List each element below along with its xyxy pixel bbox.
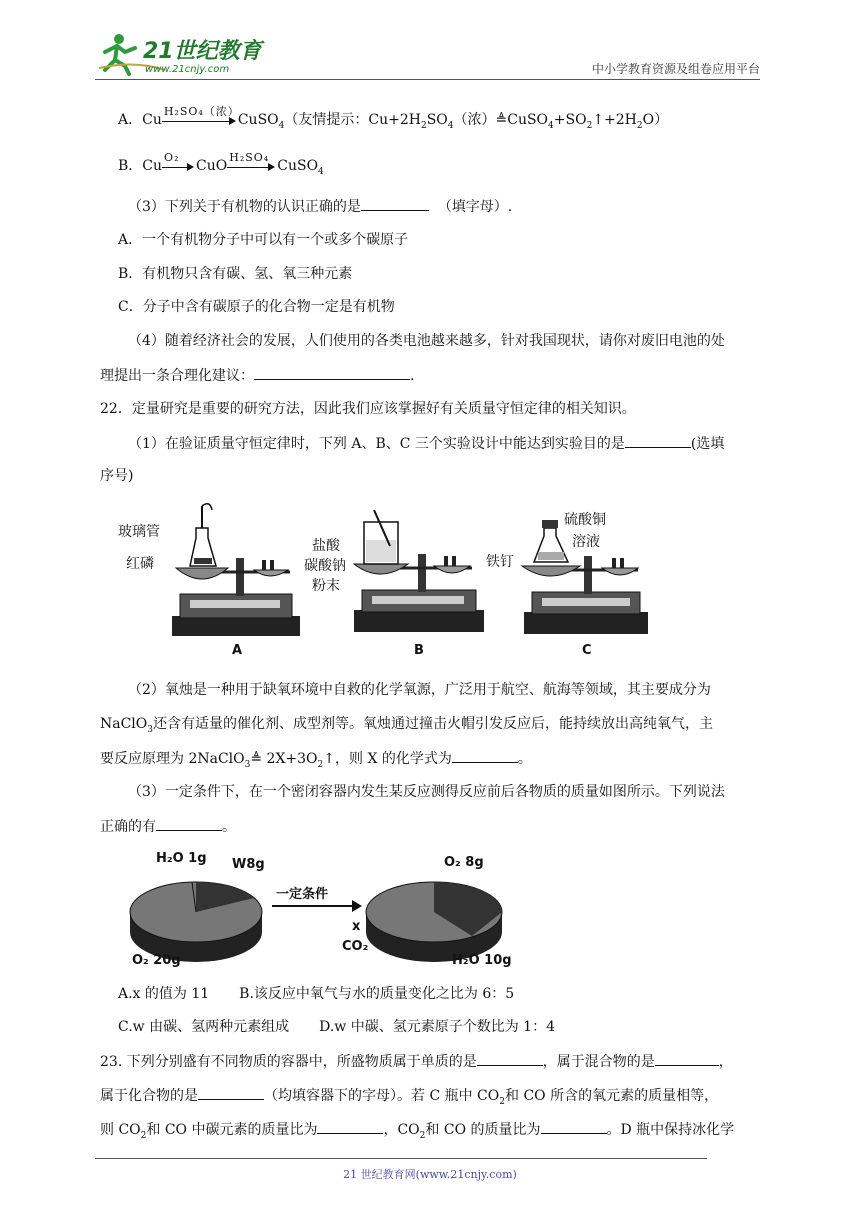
q23-line1: 23. 下列分别盛有不同物质的容器中，所盛物质属于单质的是 ，属于混合物的是 ， [100,1051,733,1072]
svg-text:www.21cnjy.com: www.21cnjy.com [145,64,230,75]
svg-text:粉末: 粉末 [312,578,340,594]
svg-text:O₂ 8g: O₂ 8g [444,855,484,870]
q3-option-c: C．分子中含有碳原子的化合物一定是有机物 [118,299,395,315]
balance-c [486,511,648,658]
svg-text:C: C [582,643,592,658]
answer-blank[interactable] [254,365,410,380]
option-b-line: B．Cu O₂ CuO H₂SO₄ CuSO$_4$ [118,151,324,177]
answer-blank[interactable] [655,1051,719,1066]
pie-after [342,855,512,968]
q22-part3-line2: 正确的有 。 [100,816,236,837]
condition-arrow [272,886,362,912]
q22-part3-line1: （3）一定条件下，在一个密闭容器内发生某反应测得反应前后各物质的质量如图所示。下列说法 [128,784,725,800]
answer-blank[interactable] [477,1051,543,1066]
q22-part2-line1: （2）氧烛是一种用于缺氧环境中自救的化学氧源，广泛用于航空、航海等领域，其主要成分为 [128,682,711,698]
footer-text: 21 世纪教育网(www.21cnjy.com) [343,1168,517,1181]
q22-stem: 22．定量研究是重要的研究方法，因此我们应该掌握好有关质量守恒定律的相关知识。 [100,401,636,417]
header-platform-text: 中小学教育资源及组卷应用平台 [591,62,760,76]
arrow-o2: O₂ [162,156,196,176]
balance-b [304,510,484,658]
svg-text:21世纪教育: 21世纪教育 [143,39,262,64]
answer-blank[interactable] [198,1085,264,1100]
q4-line1: （4）随着经济社会的发展，人们使用的各类电池越来越多，针对我国现状，请你对废旧电池的处 [128,333,725,349]
arrow-h2so4-conc: H₂SO₄（浓） [162,110,238,130]
q22-option-row1: A.x 的值为 11 B.该反应中氧气与水的质量变化之比为 6：5 [118,986,515,1002]
q22-part2-line3: 要反应原理为 2NaClO$_3$≜ $2X+3O_2↑$，则 X 的化学式为 。 [100,748,532,769]
svg-text:B: B [414,643,424,658]
q22-part1-line2: 序号) [100,468,134,484]
svg-text:x: x [352,919,361,934]
q22-part2-line2: NaClO$_3$还含有适量的催化剂、成型剂等。氧烛通过撞击火帽引发反应后，能持续放出高纯氧气，主 [100,716,713,735]
arrow-h2so4: H₂SO₄ [227,156,277,176]
q4-line2: 理提出一条合理化建议： . [100,365,414,386]
svg-text:CO₂: CO₂ [342,939,369,954]
mass-pie-figure [126,846,516,970]
answer-blank[interactable] [156,816,222,831]
answer-blank[interactable] [317,1119,383,1134]
svg-text:碳酸钠: 碳酸钠 [304,558,346,574]
page-header [95,30,760,82]
site-logo [95,30,265,76]
svg-text:H₂O 10g: H₂O 10g [452,953,512,968]
svg-text:A: A [232,643,243,658]
svg-text:铁钉: 铁钉 [486,554,514,570]
footer-rule [95,1158,707,1159]
svg-text:O₂ 20g: O₂ 20g [132,953,181,968]
svg-text:红磷: 红磷 [126,556,154,572]
svg-text:一定条件: 一定条件 [276,887,329,902]
q23-line2: 属于化合物的是 （均填容器下的字母）。若 C 瓶中 $CO_2$和 CO 所含的氧元素的质量相等， [100,1085,718,1106]
pie-before [130,851,265,968]
answer-blank[interactable] [361,196,429,211]
q22-part1-line1: （1）在验证质量守恒定律时，下列 A、B、C 三个实验设计中能达到实验目的是 (选填 [128,433,724,454]
q3-option-b: B．有机物只含有碳、氢、氧三种元素 [118,266,353,282]
svg-text:硫酸铜: 硫酸铜 [564,512,606,528]
svg-text:溶液: 溶液 [572,534,600,550]
svg-text:玻璃管: 玻璃管 [118,524,160,540]
answer-blank[interactable] [452,748,518,763]
answer-blank[interactable] [625,433,691,448]
balance-experiments-figure [118,500,658,660]
svg-text:W8g: W8g [232,857,265,872]
q23-line3: 则 $CO_2$和 CO 中碳元素的质量比为 ，$CO_2$和 CO 的质量比为 。D 瓶中保持冰化学 [100,1119,734,1140]
q3-option-a: A．一个有机物分子中可以有一个或多个碳原子 [118,232,409,248]
header-rule [95,79,760,80]
svg-text:H₂O 1g: H₂O 1g [156,851,207,866]
answer-blank[interactable] [541,1119,607,1134]
svg-text:盐酸: 盐酸 [312,538,340,554]
balance-a [118,504,300,658]
q22-option-row2: C.w 由碳、氢两种元素组成 D.w 中碳、氢元素原子个数比为 1：4 [118,1019,555,1035]
q3-stem: （3）下列关于有机物的认识正确的是 （填字母）. [128,196,512,217]
option-a-line: A．Cu H₂SO₄（浓） CuSO$_4$（友情提示：$Cu+2H_2SO_4$（浓）$≜CuSO_4+SO_2↑+2H_2O$） [118,105,669,131]
